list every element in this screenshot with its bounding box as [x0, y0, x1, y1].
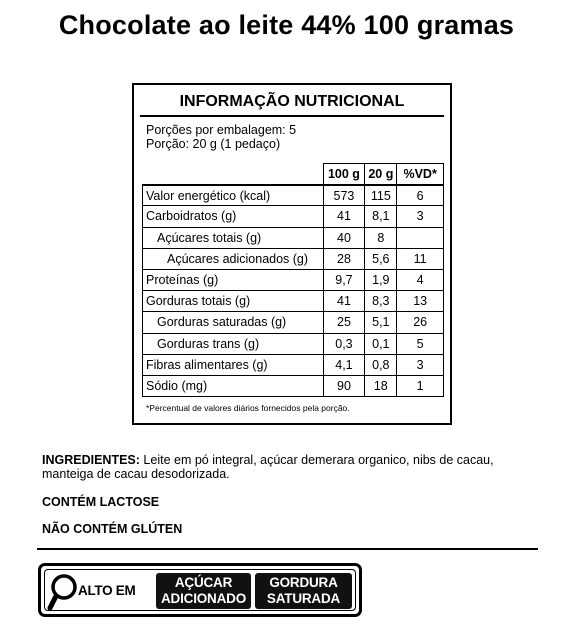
daily-value-percent: 3 — [397, 354, 444, 375]
nutrition-facts-panel — [132, 83, 452, 425]
nutrient-name: Gorduras saturadas (g) — [143, 312, 324, 333]
daily-value-percent: 6 — [397, 185, 444, 206]
nutrition-table — [142, 163, 444, 397]
value-per-20g: 8,1 — [365, 206, 397, 227]
serving-info — [146, 123, 296, 151]
value-per-20g: 0,1 — [365, 333, 397, 354]
nutrition-heading: INFORMAÇÃO NUTRICIONAL — [140, 91, 444, 117]
nutrient-name: Gorduras trans (g) — [143, 333, 324, 354]
nutrition-row — [143, 185, 444, 206]
value-per-20g: 5,1 — [365, 312, 397, 333]
nutrition-row — [143, 375, 444, 396]
nutrition-table-header — [143, 164, 444, 185]
nutrition-row — [143, 206, 444, 227]
nutrition-row — [143, 269, 444, 290]
daily-value-percent: 13 — [397, 291, 444, 312]
value-per-20g: 1,9 — [365, 269, 397, 290]
nutrient-name: Sódio (mg) — [143, 375, 324, 396]
nutrition-row — [143, 354, 444, 375]
value-per-100g: 41 — [323, 291, 365, 312]
value-per-20g: 8,3 — [365, 291, 397, 312]
nutrition-row — [143, 227, 444, 248]
saturated-fat-line1: GORDURA — [269, 575, 338, 590]
value-per-100g: 573 — [323, 185, 365, 206]
daily-value-percent — [397, 227, 444, 248]
nutrition-row — [143, 248, 444, 269]
value-per-100g: 4,1 — [323, 354, 365, 375]
daily-value-percent: 26 — [397, 312, 444, 333]
high-in-label: ALTO EM — [78, 583, 136, 598]
column-header-20g: 20 g — [365, 164, 397, 185]
nutrition-row — [143, 291, 444, 312]
nutrient-name: Fibras alimentares (g) — [143, 354, 324, 375]
value-per-20g: 115 — [365, 185, 397, 206]
ingredients-text: Leite em pó integral, açúcar demerara organico, nibs de cacau, manteiga de cacau desodorizada. — [42, 453, 494, 481]
added-sugar-line1: AÇÚCAR — [174, 575, 233, 590]
saturated-fat-line2: SATURADA — [266, 591, 341, 606]
value-per-100g: 40 — [323, 227, 365, 248]
value-per-100g: 90 — [323, 375, 365, 396]
daily-value-percent: 11 — [397, 248, 444, 269]
servings-per-package: Porções por embalagem: 5 — [146, 123, 297, 137]
nutrition-row — [143, 333, 444, 354]
nutrient-name: Proteínas (g) — [143, 269, 324, 290]
lactose-warning: CONTÉM LACTOSE — [42, 495, 160, 509]
serving-size: Porção: 20 g (1 pedaço) — [146, 137, 281, 151]
saturated-fat-chip — [255, 573, 352, 609]
daily-value-percent: 3 — [397, 206, 444, 227]
value-per-100g: 28 — [323, 248, 365, 269]
product-title: Chocolate ao leite 44% 100 gramas — [58, 10, 515, 40]
nutrient-name: Açúcares adicionados (g) — [143, 248, 324, 269]
column-header-100g: 100 g — [323, 164, 365, 185]
added-sugar-chip — [156, 573, 251, 609]
value-per-20g: 8 — [365, 227, 397, 248]
front-warning-inner-border — [44, 569, 356, 611]
value-per-100g: 0,3 — [323, 333, 365, 354]
ingredients-block — [42, 453, 542, 481]
nutrient-name: Gorduras totais (g) — [143, 291, 324, 312]
ingredients-label: INGREDIENTES: — [42, 453, 140, 467]
value-per-100g: 25 — [323, 312, 365, 333]
nutrient-name: Carboidratos (g) — [143, 206, 324, 227]
column-header-vd: %VD* — [397, 164, 444, 185]
value-per-20g: 5,6 — [365, 248, 397, 269]
front-warning-label — [38, 563, 362, 617]
nutrient-name: Açúcares totais (g) — [143, 227, 324, 248]
added-sugar-line2: ADICIONADO — [161, 591, 246, 606]
value-per-100g: 9,7 — [323, 269, 365, 290]
daily-value-percent: 5 — [397, 333, 444, 354]
nutrient-name: Valor energético (kcal) — [143, 185, 324, 206]
section-divider — [37, 548, 538, 550]
gluten-warning: NÃO CONTÉM GLÚTEN — [42, 522, 183, 536]
value-per-20g: 18 — [365, 375, 397, 396]
header-blank-cell — [143, 164, 324, 185]
daily-value-percent: 4 — [397, 269, 444, 290]
value-per-20g: 0,8 — [365, 354, 397, 375]
daily-value-percent: 1 — [397, 375, 444, 396]
value-per-100g: 41 — [323, 206, 365, 227]
daily-value-footnote: *Percentual de valores diários fornecidos pela porção. — [146, 403, 350, 413]
nutrition-row — [143, 312, 444, 333]
